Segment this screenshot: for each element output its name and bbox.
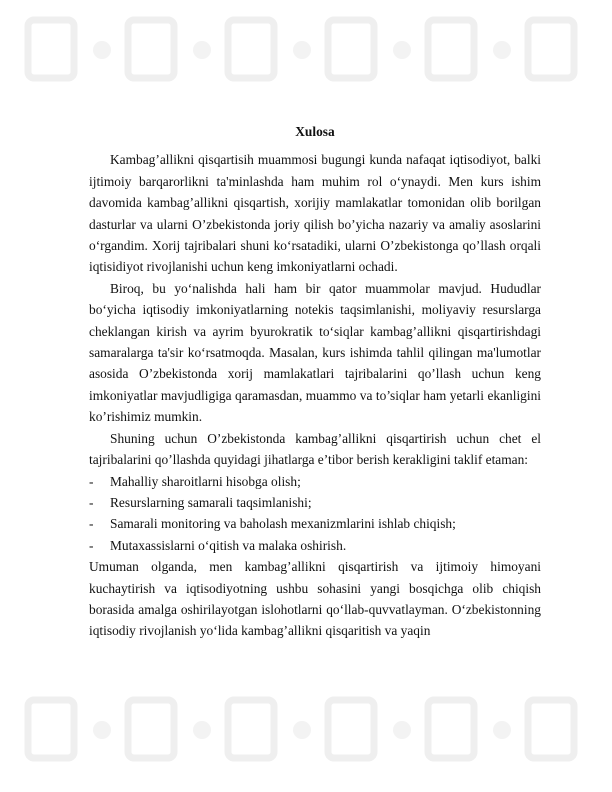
conclusion-paragraph: Umuman olganda, men kambag’allikni qisqartirish va ijtimoiy himoyani kuchaytirish va iqtisodiyotning ushbu sohasini yangi bosqichga olib chiqish borasida amalga oshirilayotgan islohotlarni qo‘llab-quvvatlayman. O‘zbekistonning iqtisodiy rivojlanish yo‘lida kambag’allikni qisqaritish va yaqin <box>89 559 541 639</box>
list-dash: - <box>89 473 94 489</box>
paragraph-2: Biroq, bu yo‘nalishda hali ham bir qator muammolar mavjud. Hududlar bo‘yicha iqtisodiy imkoniyatlarning notekis taqsimlanishi, moliyaviy resurslarga cheklangan kirish va ayrim byurokratik to‘siqlar kambag’allikni qisqartirishdagi samaralarga ta'sir ko‘rsatmoqda. Masalan, kurs ishimda tahlil qilingan ma'lumotlar asosida O’zbekistonda xorij mamlakatlari tajribalarini qo’llash uchun keng imkoniyatlar mavjudligiga qaramasdan, muammo va to’siqlar ham yetarli ekanligini ko’rishimiz mumkin. <box>89 280 541 425</box>
page-title: Xulosa <box>295 124 335 139</box>
list-item <box>89 492 541 513</box>
document-page <box>89 121 541 642</box>
paragraph-1: Kambag’allikni qisqartisih muammosi bugungi kunda nafaqat iqtisodiyot, balki ijtimoiy barqarorlikni ta'minlashda ham muhim rol o‘ynaydi. Men kurs ishim davomida kambag’allikni qisqartish, xorijiy mamlakatlar tomonidan olib borilgan dasturlar va ularni O’zbekistonda joriy qilish bo’yicha nazariy va amaliy asoslarini o‘rgandim. Xorij tajribalari shuni ko‘rsatadiki, ularni O’zbekistonga qo’llash orqali iqtisidiyot rivojlanishi uchun keng imkoniyatlarni ochadi. <box>89 152 541 275</box>
list-item-text: Mutaxassislarni o‘qitish va malaka oshirish. <box>110 537 347 553</box>
list-dash: - <box>89 516 94 532</box>
paragraph-3: Shuning uchun O’zbekistonda kambag’allikni qisqartirish uchun chet el tajribalarini qo’llashda quyidagi jihatlarga e’tibor berish kerakligini taklif etaman: <box>89 430 541 468</box>
list-item <box>89 535 541 556</box>
list-dash: - <box>89 537 94 553</box>
list-item <box>89 513 541 534</box>
recommendation-list <box>89 471 541 557</box>
list-item-text: Mahalliy sharoitlarni hisobga olish; <box>110 473 301 489</box>
list-item-text: Samarali monitoring va baholash mexanizmlarini ishlab chiqish; <box>110 516 456 532</box>
list-dash: - <box>89 494 94 510</box>
list-item <box>89 471 541 492</box>
list-item-text: Resurslarning samarali taqsimlanishi; <box>110 494 312 510</box>
